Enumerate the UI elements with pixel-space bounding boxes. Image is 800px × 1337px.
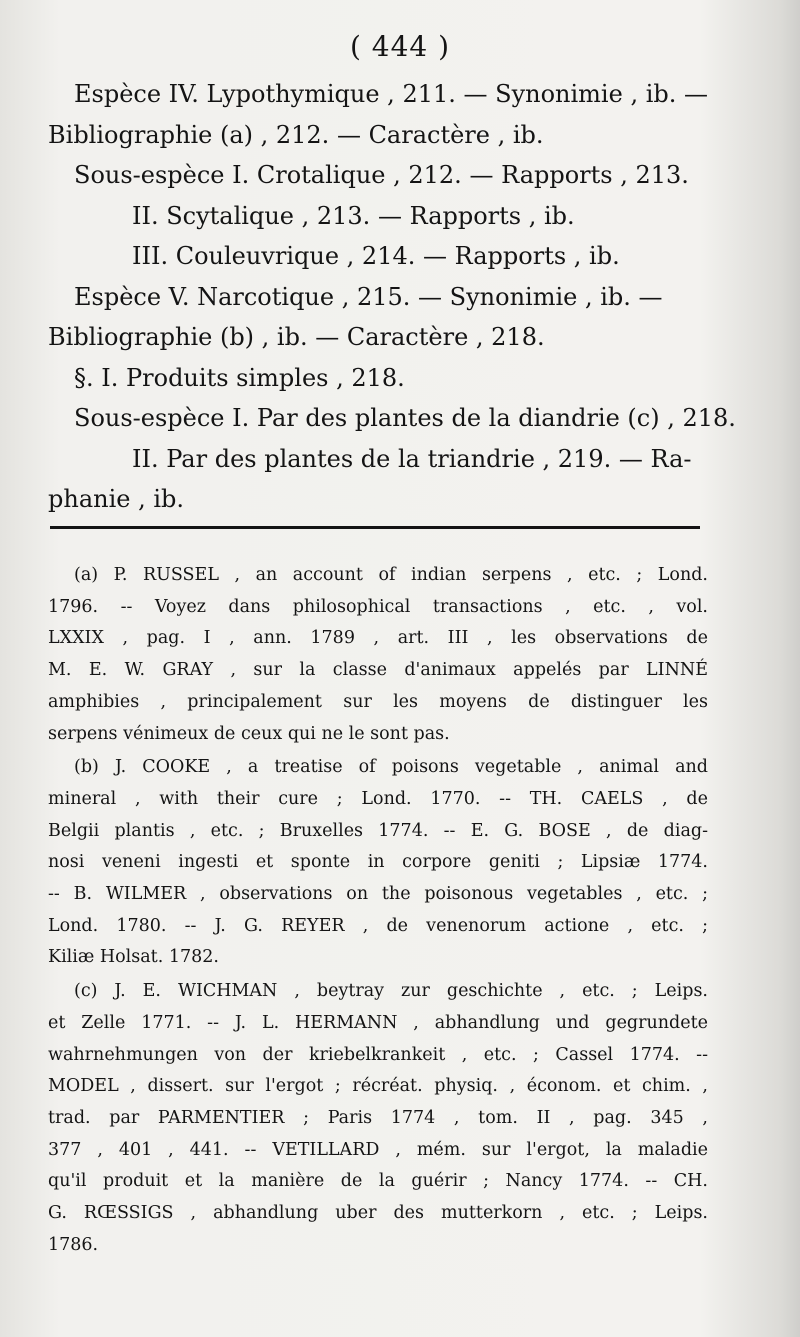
footnote-b [48, 752, 708, 974]
footnote-line: Kiliæ Holsat. 1782. [48, 947, 219, 968]
footnote-line: 377 , 401 , 441. -- VETILLARD , mém. sur l'ergot, la maladie [48, 1139, 708, 1160]
toc-line-11: phanie , ib. [48, 485, 185, 513]
footnote-line: 1786. [48, 1234, 99, 1255]
footnote-divider [50, 526, 700, 529]
toc-line-9: Sous-espèce I. Par des plantes de la diandrie (c) , 218. [74, 404, 736, 432]
footnote-c [48, 976, 708, 1261]
footnote-line: LXXIX , pag. I , ann. 1789 , art. III , les observations de [48, 628, 708, 649]
footnote-line: Belgii plantis , etc. ; Bruxelles 1774. -- E. G. BOSE , de diag- [48, 820, 708, 841]
footnote-line: (c) J. E. WICHMAN , beytray zur geschichte , etc. ; Leips. [74, 981, 708, 1002]
footnote-line: MODEL , dissert. sur l'ergot ; récréat. physiq. , économ. et chim. , [48, 1076, 708, 1097]
footnote-line: Lond. 1780. -- J. G. REYER , de venenorum actione , etc. ; [48, 915, 708, 936]
footnotes [48, 560, 708, 1263]
toc-line-2: Bibliographie (a) , 212. — Caractère , ib. [48, 120, 544, 149]
toc-line-1: Espèce IV. Lypothymique , 211. — Synonimie , ib. — [74, 80, 708, 108]
footnote-line: nosi veneni ingesti et sponte in corpore geniti ; Lipsiæ 1774. [48, 852, 708, 873]
footnote-line: -- B. WILMER , observations on the poisonous vegetables , etc. ; [48, 884, 708, 905]
footnote-line: trad. par PARMENTIER ; Paris 1774 , tom. II , pag. 345 , [48, 1107, 708, 1128]
footnote-line: M. E. W. GRAY , sur la classe d'animaux appelés par LINNÉ [48, 660, 708, 681]
toc-line-6: Espèce V. Narcotique , 215. — Synonimie , ib. — [74, 282, 663, 311]
toc-line-10: II. Par des plantes de la triandrie , 219. — Ra- [132, 444, 692, 473]
table-of-contents [48, 74, 736, 520]
page-number: ( 444 ) [349, 30, 451, 63]
toc-line-8: §. I. Produits simples , 218. [74, 363, 405, 392]
footnote-line: serpens vénimeux de ceux qui ne le sont pas. [48, 723, 450, 744]
toc-line-7: Bibliographie (b) , ib. — Caractère , 218. [48, 323, 545, 351]
footnote-line: mineral , with their cure ; Lond. 1770. -- TH. CAELS , de [48, 788, 708, 809]
footnote-line: (a) P. RUSSEL , an account of indian serpens , etc. ; Lond. [74, 565, 708, 585]
footnote-line: et Zelle 1771. -- J. L. HERMANN , abhandlung und gegrundete [48, 1012, 708, 1033]
footnote-a [48, 560, 708, 750]
toc-line-4: II. Scytalique , 213. — Rapports , ib. [132, 201, 575, 230]
toc-line-3: Sous-espèce I. Crotalique , 212. — Rapports , 213. [74, 161, 689, 189]
footnote-line: qu'il produit et la manière de la guérir ; Nancy 1774. -- CH. [48, 1171, 708, 1192]
footnote-line: (b) J. COOKE , a treatise of poisons vegetable , animal and [74, 757, 708, 778]
toc-line-5: III. Couleuvrique , 214. — Rapports , ib. [132, 242, 620, 270]
footnote-line: G. RŒSSIGS , abhandlung uber des mutterkorn , etc. ; Leips. [48, 1203, 708, 1224]
footnote-line: wahrnehmungen von der kriebelkrankeit , etc. ; Cassel 1774. -- [48, 1044, 708, 1065]
footnote-line: 1796. -- Voyez dans philosophical transactions , etc. , vol. [48, 596, 708, 617]
footnote-line: amphibies , principalement sur les moyens de distinguer les [48, 691, 708, 712]
